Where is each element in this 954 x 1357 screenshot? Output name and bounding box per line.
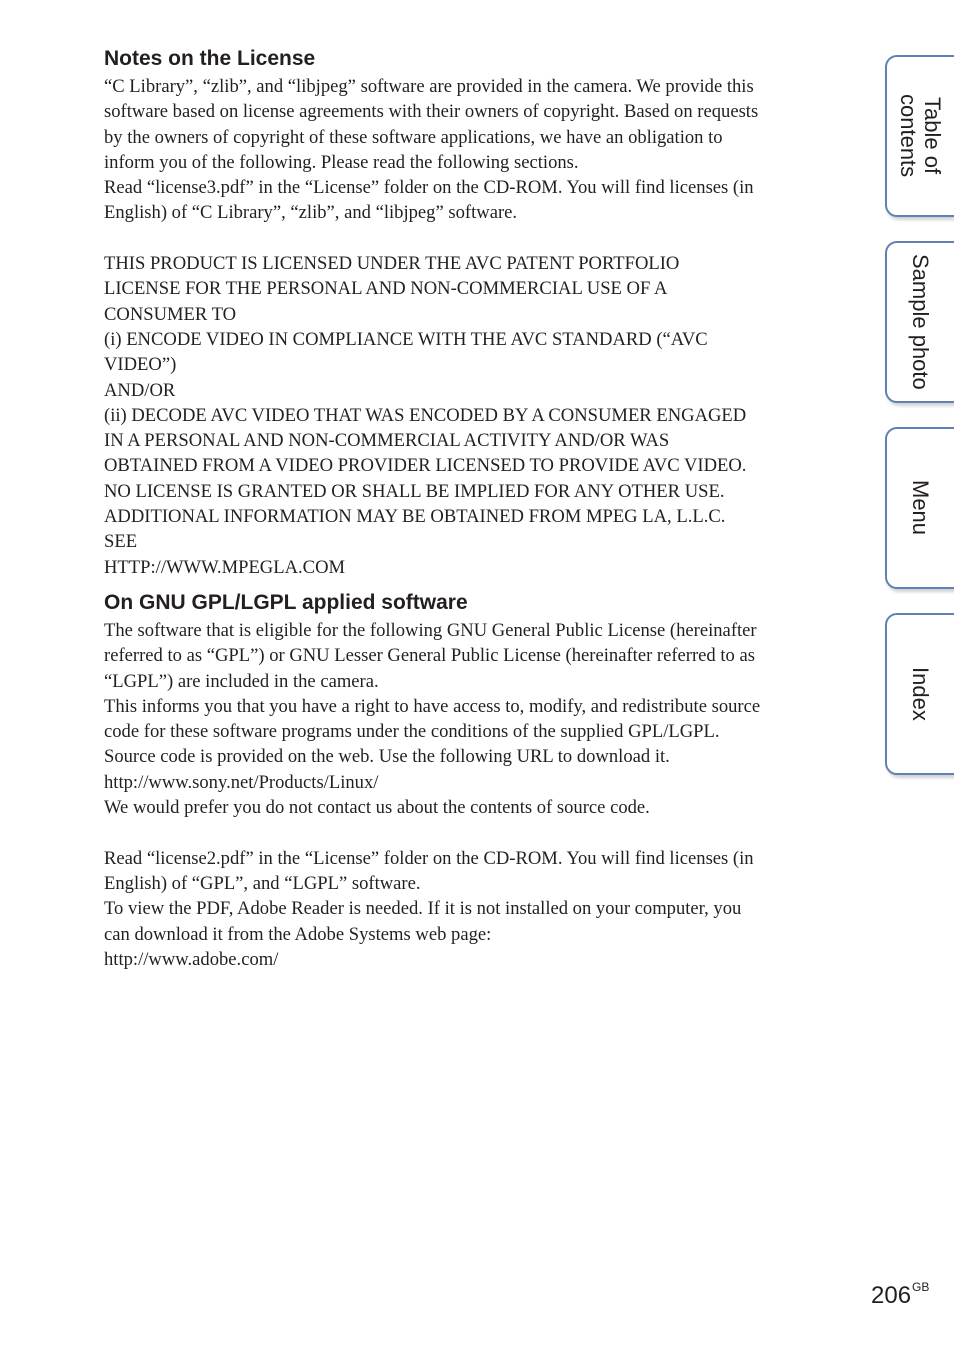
tab-label: Index <box>908 667 933 721</box>
tab-label: Menu <box>908 480 933 536</box>
text-line: OBTAINED FROM A VIDEO PROVIDER LICENSED TO PROVIDE AVC VIDEO. <box>104 455 747 477</box>
text-line: This informs you that you have a right to have access to, modify, and redistribute source <box>104 695 761 717</box>
text-line: Source code is provided on the web. Use the following URL to download it. <box>104 746 670 768</box>
text-line: To view the PDF, Adobe Reader is needed. If it is not installed on your computer, you <box>104 898 742 920</box>
text-line: NO LICENSE IS GRANTED OR SHALL BE IMPLIED FOR ANY OTHER USE. <box>104 480 725 502</box>
text-line: Read “license2.pdf” in the “License” folder on the CD-ROM. You will find licenses (in <box>104 847 754 869</box>
text-line: LICENSE FOR THE PERSONAL AND NON-COMMERCIAL USE OF A <box>104 278 668 300</box>
page-content <box>104 44 849 972</box>
text-line: referred to as “GPL”) or GNU Lesser General Public License (hereinafter referred to as <box>104 645 755 667</box>
text-line: SEE <box>104 531 138 553</box>
text-line: Read “license3.pdf” in the “License” folder on the CD-ROM. You will find licenses (in <box>104 177 754 199</box>
blank-line <box>104 820 849 845</box>
text-line: can download it from the Adobe Systems web page: <box>104 923 492 945</box>
text-line: CONSUMER TO <box>104 303 237 325</box>
page-number-value: 206 <box>871 1282 912 1309</box>
section-body-license <box>104 74 849 580</box>
section-body-gpl <box>104 618 849 972</box>
text-line: http://www.adobe.com/ <box>104 948 279 970</box>
text-line: ADDITIONAL INFORMATION MAY BE OBTAINED FROM MPEG LA, L.L.C. <box>104 506 726 528</box>
text-line: English) of “GPL”, and “LGPL” software. <box>104 872 421 894</box>
tab-label: Table of contents <box>896 94 945 178</box>
page-number-suffix: GB <box>912 1280 930 1294</box>
page-number <box>871 1280 929 1310</box>
tab-label: Sample photo <box>908 254 933 390</box>
text-line: inform you of the following. Please read the following sections. <box>104 151 579 173</box>
text-line: (i) ENCODE VIDEO IN COMPLIANCE WITH THE AVC STANDARD (“AVC <box>104 328 708 350</box>
text-line: code for these software programs under the conditions of the supplied GPL/LGPL. <box>104 721 720 743</box>
text-line: by the owners of copyright of these software applications, we have an obligation to <box>104 126 723 148</box>
tab-table-of-contents[interactable] <box>885 55 954 217</box>
text-line: (ii) DECODE AVC VIDEO THAT WAS ENCODED BY A CONSUMER ENGAGED <box>104 404 747 426</box>
text-line: VIDEO”) <box>104 354 177 376</box>
text-line: “LGPL”) are included in the camera. <box>104 670 379 692</box>
text-line: The software that is eligible for the following GNU General Public License (hereinafter <box>104 619 757 641</box>
text-line: AND/OR <box>104 379 176 401</box>
tab-index[interactable] <box>885 613 954 775</box>
text-line: HTTP://WWW.MPEGLA.COM <box>104 556 346 578</box>
section-heading-gpl: On GNU GPL/LGPL applied software <box>104 590 468 614</box>
tab-menu[interactable] <box>885 427 954 589</box>
section-heading-license: Notes on the License <box>104 47 316 70</box>
blank-line <box>104 226 849 251</box>
text-line: software based on license agreements with their owners of copyright. Based on requests <box>104 101 759 123</box>
text-line: “C Library”, “zlib”, and “libjpeg” software are provided in the camera. We provide this <box>104 76 754 97</box>
tab-sample-photo[interactable] <box>885 241 954 403</box>
text-line: We would prefer you do not contact us about the contents of source code. <box>104 797 650 819</box>
text-line: http://www.sony.net/Products/Linux/ <box>104 771 379 793</box>
text-line: IN A PERSONAL AND NON-COMMERCIAL ACTIVITY AND/OR WAS <box>104 430 670 452</box>
text-line: THIS PRODUCT IS LICENSED UNDER THE AVC PATENT PORTFOLIO <box>104 253 680 275</box>
text-line: English) of “C Library”, “zlib”, and “libjpeg” software. <box>104 202 518 224</box>
